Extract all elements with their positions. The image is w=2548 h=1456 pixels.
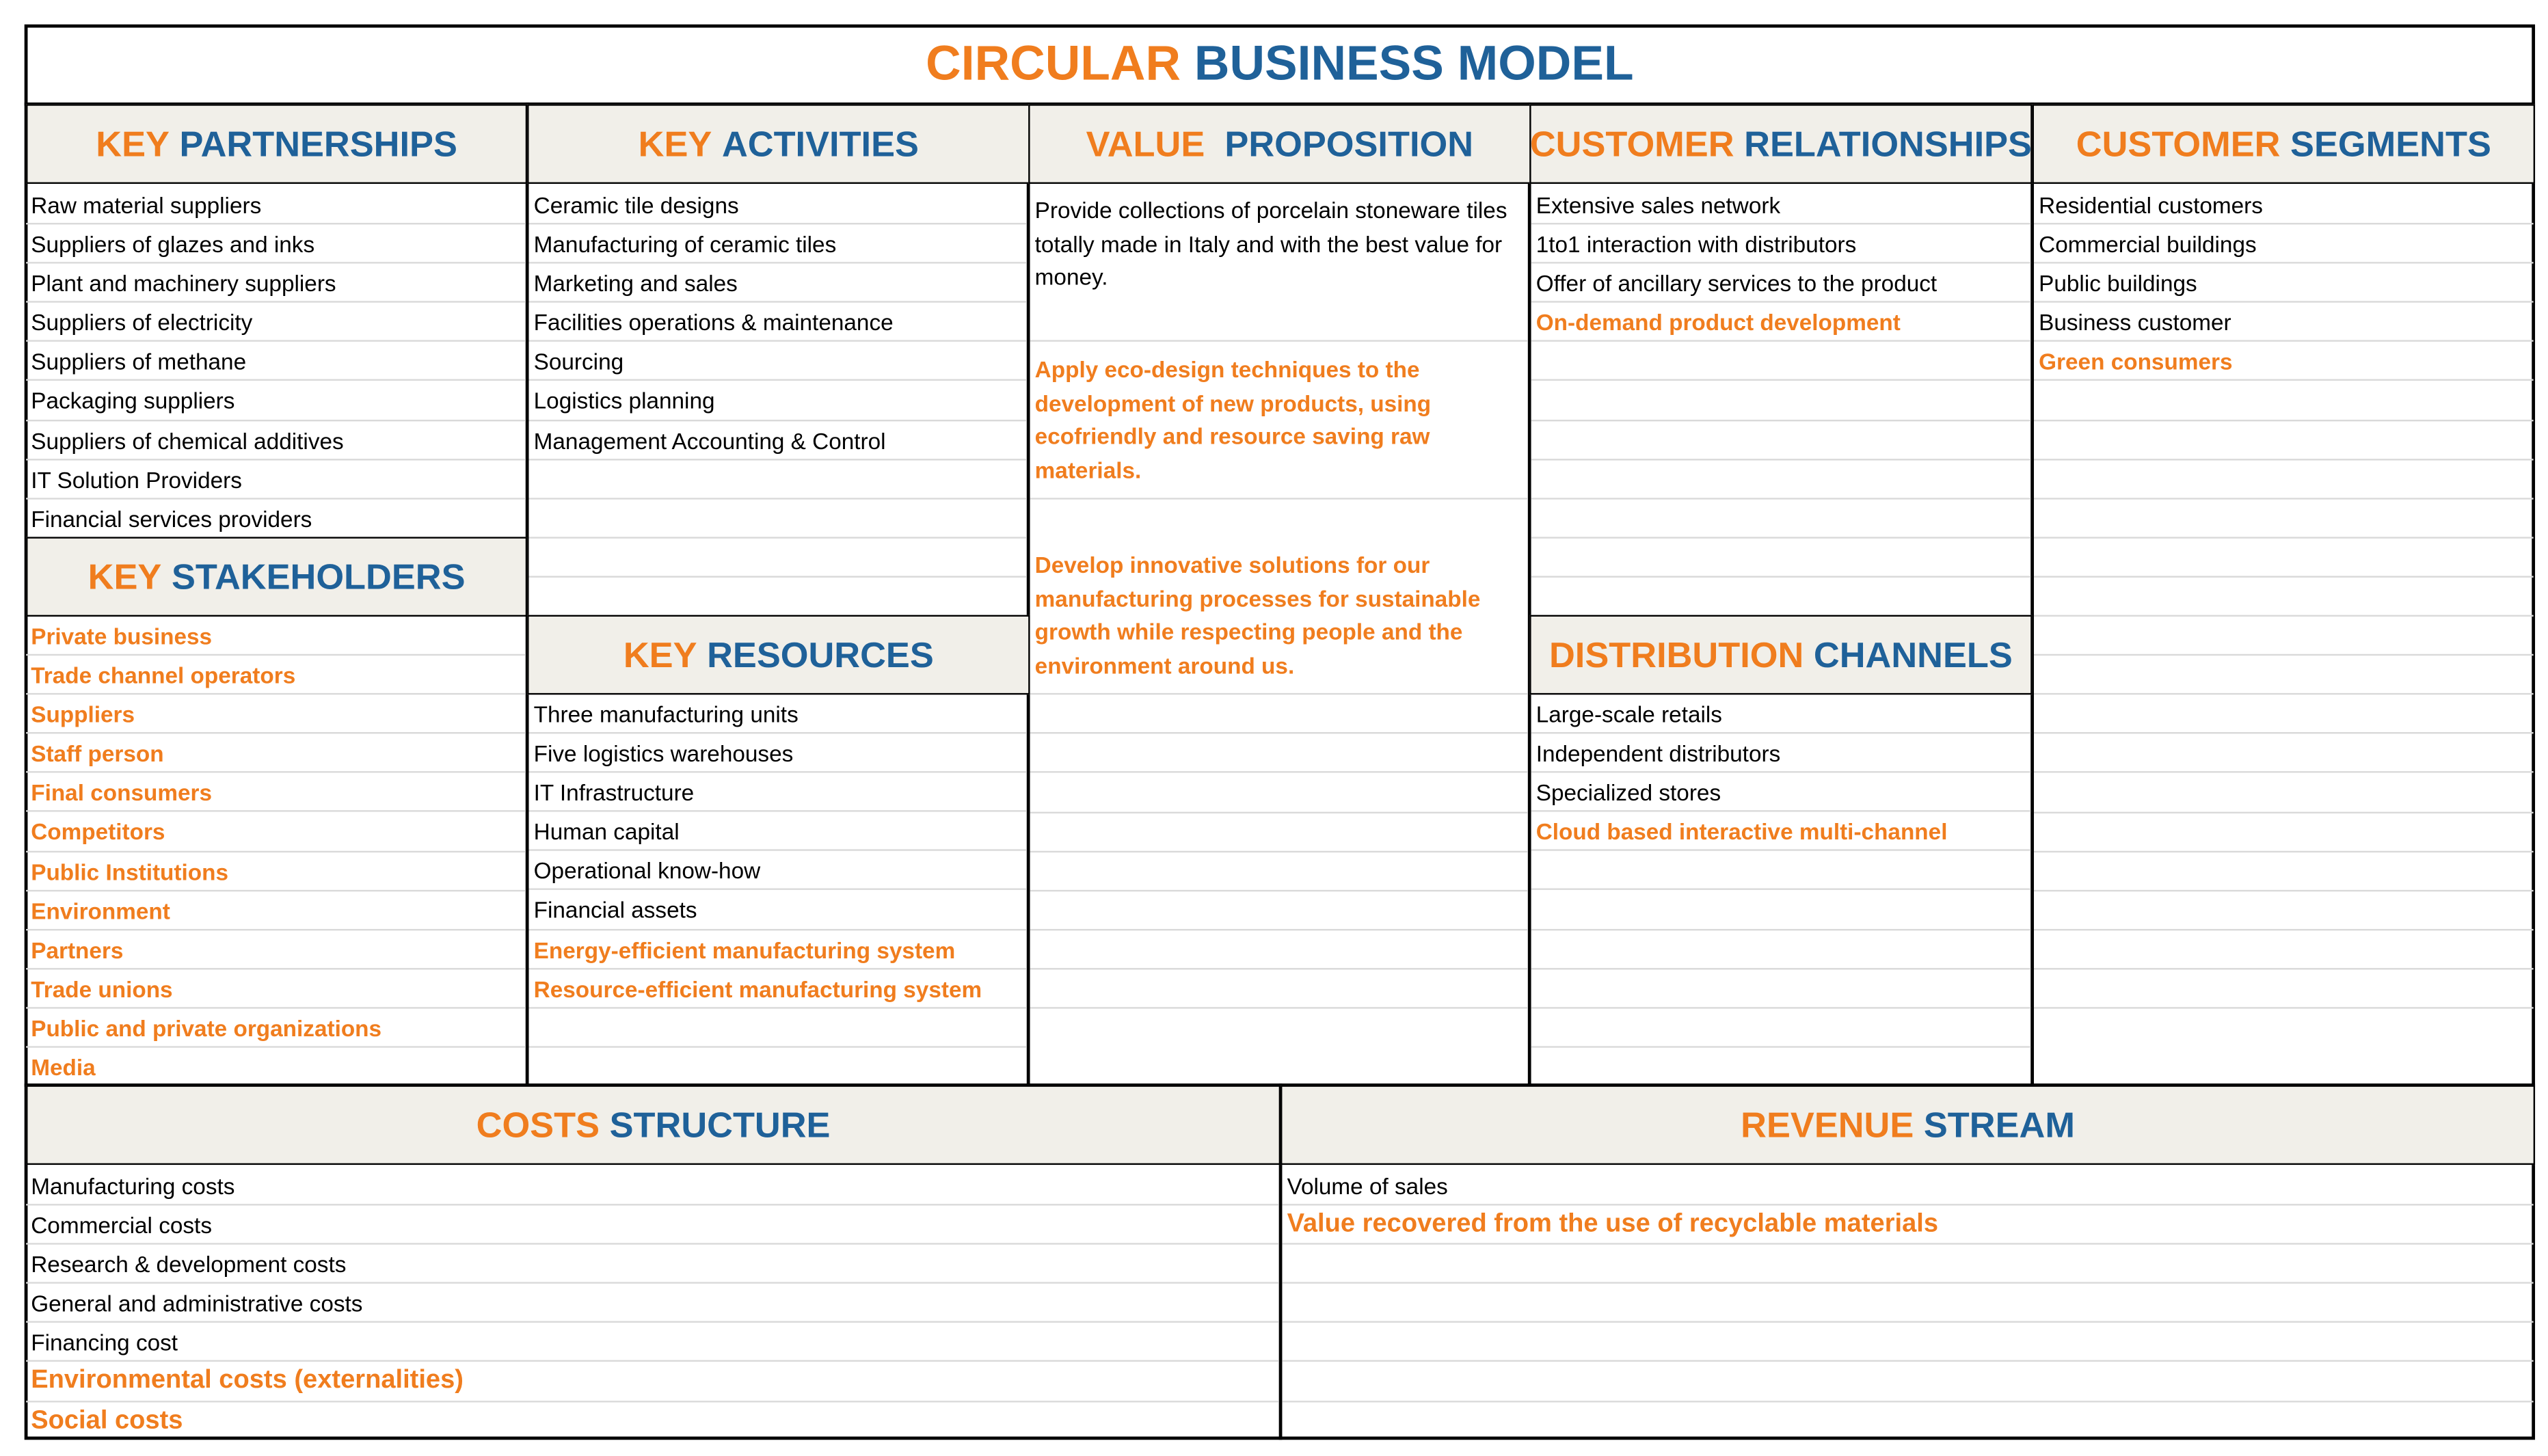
heading-part1: KEY bbox=[96, 122, 170, 164]
grid-row bbox=[1030, 891, 1528, 930]
grid-row bbox=[1030, 852, 1528, 891]
customer-relationships-list bbox=[1531, 185, 2031, 617]
value-proposition-text bbox=[1030, 193, 1518, 293]
list-item: Independent distributors bbox=[1531, 734, 2031, 773]
list-item bbox=[2034, 420, 2534, 459]
grid-row bbox=[1030, 734, 1528, 773]
heading-part2: PROPOSITION bbox=[1224, 122, 1474, 164]
list-item: Logistics planning bbox=[529, 381, 1027, 420]
grid-row bbox=[1030, 499, 1528, 538]
key-partnerships-header bbox=[26, 104, 527, 184]
list-item: Energy-efficient manufacturing system bbox=[529, 930, 1027, 969]
value-proposition-highlight-1 bbox=[1030, 353, 1518, 486]
page-title bbox=[25, 25, 2535, 105]
list-item: Business customer bbox=[2034, 303, 2534, 342]
list-item: Five logistics warehouses bbox=[529, 734, 1027, 773]
list-item bbox=[2034, 695, 2534, 734]
list-item: Management Accounting & Control bbox=[529, 420, 1027, 459]
list-item: Volume of sales bbox=[1282, 1166, 2533, 1205]
list-item bbox=[1282, 1245, 2533, 1284]
list-item: Trade channel operators bbox=[26, 656, 526, 695]
list-item: Residential customers bbox=[2034, 185, 2534, 224]
key-activities-header bbox=[527, 104, 1030, 184]
list-item bbox=[2034, 499, 2534, 538]
list-item bbox=[1531, 499, 2031, 538]
list-item: Suppliers of chemical additives bbox=[26, 420, 526, 459]
list-item: Cloud based interactive multi-channel bbox=[1531, 812, 2031, 851]
list-item bbox=[529, 460, 1027, 499]
list-item bbox=[1531, 1047, 2031, 1086]
list-item bbox=[1531, 460, 2031, 499]
list-item bbox=[1531, 420, 2031, 459]
grid-row bbox=[1030, 773, 1528, 812]
list-item bbox=[1282, 1362, 2533, 1401]
list-item: Suppliers of methane bbox=[26, 342, 526, 381]
list-item: Private business bbox=[26, 617, 526, 656]
grid-row bbox=[1030, 813, 1528, 852]
list-item: Final consumers bbox=[26, 773, 526, 812]
list-item bbox=[2034, 891, 2534, 930]
heading-part2: RESOURCES bbox=[707, 634, 934, 675]
value-proposition-header bbox=[1028, 104, 1531, 184]
distribution-channels-list bbox=[1531, 695, 2031, 1086]
list-item bbox=[2034, 1009, 2534, 1048]
list-item: Social costs bbox=[31, 1406, 183, 1435]
heading-part2: RELATIONSHIPS bbox=[1744, 122, 2032, 164]
list-item bbox=[2034, 617, 2534, 656]
list-item: Environment bbox=[26, 891, 526, 930]
list-item: Specialized stores bbox=[1531, 773, 2031, 812]
list-item: Sourcing bbox=[529, 342, 1027, 381]
list-item: Competitors bbox=[26, 813, 526, 852]
list-item bbox=[2034, 381, 2534, 420]
title-part1: CIRCULAR bbox=[926, 36, 1181, 91]
value-text: Provide collections of porcelain stoneware tiles totally made in Italy and with the best value for money. bbox=[1034, 196, 1507, 290]
list-item: Suppliers bbox=[26, 695, 526, 734]
list-item: Environmental costs (externalities) bbox=[26, 1362, 1279, 1401]
heading-part1: KEY bbox=[623, 634, 697, 675]
value-highlight: Apply eco-design techniques to the development of new products, using ecofriendly and resource saving raw materials. bbox=[1034, 356, 1432, 483]
customer-relationships-header bbox=[1529, 104, 2032, 184]
heading-part1: REVENUE bbox=[1741, 1103, 1914, 1145]
grid-row bbox=[1030, 1009, 1528, 1048]
list-item bbox=[1531, 381, 2031, 420]
title-part2: BUSINESS MODEL bbox=[1194, 36, 1634, 91]
list-item: Human capital bbox=[529, 812, 1027, 851]
grid-row bbox=[1030, 303, 1528, 342]
list-item bbox=[1531, 1008, 2031, 1047]
list-item: Partners bbox=[26, 930, 526, 969]
list-item bbox=[2034, 460, 2534, 499]
list-item bbox=[1531, 930, 2031, 969]
list-item: Financial assets bbox=[529, 891, 1027, 930]
value-highlight: Develop innovative solutions for our manufacturing processes for sustainable growth while respecting people and the environment around us. bbox=[1034, 551, 1481, 678]
heading-part1: CUSTOMER bbox=[2076, 122, 2281, 164]
list-item: Manufacturing of ceramic tiles bbox=[529, 225, 1027, 264]
value-proposition-highlight-2 bbox=[1030, 548, 1518, 682]
list-item: Raw material suppliers bbox=[26, 185, 526, 224]
list-item: Manufacturing costs bbox=[26, 1166, 1279, 1205]
list-item bbox=[529, 578, 1027, 617]
list-item: IT Infrastructure bbox=[529, 773, 1027, 812]
heading-part1: COSTS bbox=[476, 1103, 600, 1145]
list-item: Value recovered from the use of recyclable materials bbox=[1282, 1206, 2533, 1245]
key-stakeholders-header bbox=[26, 537, 527, 617]
list-item: Facilities operations & maintenance bbox=[529, 303, 1027, 342]
list-item bbox=[1531, 852, 2031, 891]
heading-part2: ACTIVITIES bbox=[721, 122, 919, 164]
list-item bbox=[1282, 1323, 2533, 1362]
list-item: 1to1 interaction with distributors bbox=[1531, 225, 2031, 264]
list-item bbox=[2034, 734, 2534, 773]
list-item bbox=[529, 538, 1027, 577]
list-item bbox=[2034, 813, 2534, 852]
heading-part2: STAKEHOLDERS bbox=[171, 555, 466, 597]
list-item: Packaging suppliers bbox=[26, 381, 526, 420]
list-item bbox=[2034, 969, 2534, 1008]
grid-row bbox=[1030, 695, 1528, 734]
list-item: General and administrative costs bbox=[26, 1284, 1279, 1323]
heading-part1: DISTRIBUTION bbox=[1548, 634, 1804, 675]
list-item: Public Institutions bbox=[26, 852, 526, 891]
list-item: Offer of ancillary services to the product bbox=[1531, 264, 2031, 303]
distribution-channels-header bbox=[1529, 615, 2032, 695]
list-item: Suppliers of glazes and inks bbox=[26, 225, 526, 264]
grid-row bbox=[1030, 930, 1528, 969]
list-item bbox=[2034, 852, 2534, 891]
list-item: IT Solution Providers bbox=[26, 460, 526, 499]
grid-row bbox=[1030, 969, 1528, 1008]
list-item bbox=[1531, 969, 2031, 1008]
list-item: On-demand product development bbox=[1531, 303, 2031, 342]
list-item: Financing cost bbox=[26, 1323, 1279, 1362]
key-stakeholders-list bbox=[26, 617, 526, 1087]
list-item: Research & development costs bbox=[26, 1245, 1279, 1284]
revenue-stream-header bbox=[1280, 1085, 2535, 1165]
list-item: Operational know-how bbox=[529, 852, 1027, 891]
key-resources-list bbox=[529, 695, 1027, 1086]
list-item: Three manufacturing units bbox=[529, 695, 1027, 733]
list-item bbox=[1282, 1284, 2533, 1323]
key-partnerships-list bbox=[26, 185, 526, 538]
list-item: Public buildings bbox=[2034, 264, 2534, 303]
heading-part2: CHANNELS bbox=[1813, 634, 2013, 675]
heading-part1: KEY bbox=[638, 122, 712, 164]
list-item: Resource-efficient manufacturing system bbox=[529, 969, 1027, 1008]
costs-structure-header bbox=[26, 1085, 1280, 1165]
list-item: Ceramic tile designs bbox=[529, 185, 1027, 224]
list-item: Commercial buildings bbox=[2034, 225, 2534, 264]
list-item bbox=[2034, 930, 2534, 969]
list-item: Plant and machinery suppliers bbox=[26, 264, 526, 303]
list-item: Financial services providers bbox=[26, 499, 526, 538]
customer-segments-header bbox=[2033, 104, 2535, 184]
list-item: Marketing and sales bbox=[529, 264, 1027, 303]
list-item bbox=[1282, 1402, 2533, 1441]
list-item bbox=[529, 1047, 1027, 1086]
list-item: Media bbox=[31, 1054, 96, 1081]
list-item bbox=[2034, 656, 2534, 695]
heading-part2: STRUCTURE bbox=[609, 1103, 831, 1145]
list-item: Public and private organizations bbox=[26, 1008, 526, 1047]
key-activities-list bbox=[529, 185, 1027, 617]
key-resources-header bbox=[527, 615, 1030, 695]
list-item bbox=[1531, 891, 2031, 930]
heading-part1: VALUE bbox=[1086, 122, 1205, 164]
list-item bbox=[2034, 773, 2534, 812]
customer-segments-list bbox=[2034, 185, 2534, 1048]
list-item bbox=[529, 1008, 1027, 1047]
list-item: Suppliers of electricity bbox=[26, 303, 526, 342]
list-item: Staff person bbox=[26, 734, 526, 773]
heading-part1: KEY bbox=[88, 555, 162, 597]
list-item bbox=[529, 499, 1027, 538]
list-item: Commercial costs bbox=[26, 1206, 1279, 1245]
list-item bbox=[1531, 578, 2031, 617]
list-item bbox=[2034, 578, 2534, 617]
list-item: Trade unions bbox=[26, 969, 526, 1008]
heading-part2: SEGMENTS bbox=[2290, 122, 2491, 164]
costs-structure-list bbox=[26, 1166, 1279, 1440]
list-item: Extensive sales network bbox=[1531, 185, 2031, 224]
list-item bbox=[1531, 538, 2031, 577]
list-item bbox=[2034, 538, 2534, 577]
heading-part1: CUSTOMER bbox=[1529, 122, 1734, 164]
heading-part2: STREAM bbox=[1923, 1103, 2075, 1145]
list-item: Large-scale retails bbox=[1531, 695, 2031, 733]
list-item: Green consumers bbox=[2034, 342, 2534, 381]
revenue-stream-list bbox=[1282, 1166, 2533, 1440]
list-item bbox=[1531, 342, 2031, 381]
heading-part2: PARTNERSHIPS bbox=[179, 122, 457, 164]
